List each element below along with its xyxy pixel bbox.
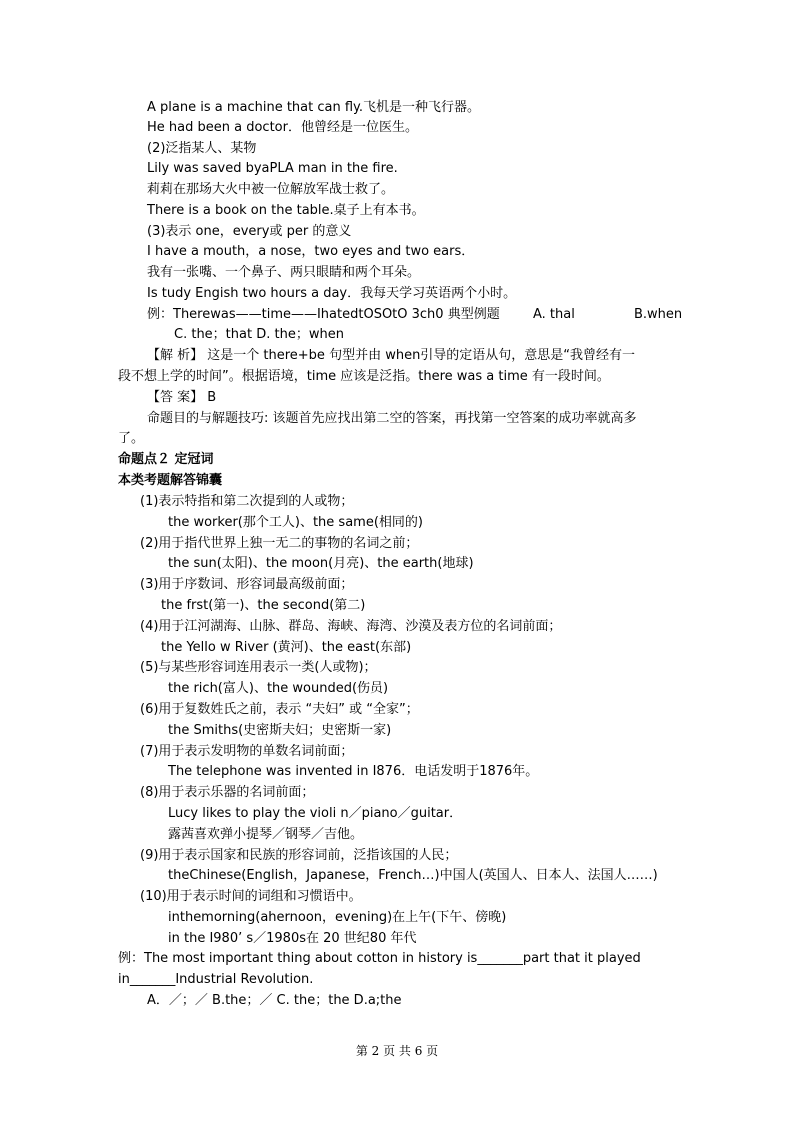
rule-example: 露茜喜欢弹小提琴／钢琴／吉他。: [168, 827, 364, 842]
rule-example: the Smiths(史密斯夫妇；史密斯一家): [168, 723, 392, 738]
rule-example: The telephone was invented in I876．电话发明于1876年。: [168, 764, 539, 779]
page-footer: 第 2 页 共 6 页: [355, 1044, 439, 1058]
text-line: (2)泛指某人、某物: [147, 141, 257, 156]
text-line: A plane is a machine that can fly.飞机是一种飞行器。: [147, 100, 481, 115]
analysis-line: 【解 析】 这是一个 there+be 句型并由 when引导的定语从句，意思是“我曾经有一: [147, 348, 636, 363]
option-b: B.when: [634, 307, 683, 322]
text-line: Is tudy Engish two hours a day．我每天学习英语两个小时。: [147, 286, 517, 301]
example-question: 例：Therewas——time——IhatedtOSOtO 3ch0 典型例题: [147, 307, 500, 322]
text-line: Lily was saved byaPLA man in the fire.: [147, 161, 398, 176]
rule-item: (3)用于序数词、形容词最高级前面；: [140, 577, 354, 592]
rule-item: (6)用于复数姓氏之前，表示 “夫妇” 或 “全家”；: [140, 702, 419, 717]
rule-item: (8)用于表示乐器的名词前面；: [140, 785, 315, 800]
rule-example: the rich(富人)、the wounded(伤员): [168, 681, 389, 696]
rule-example: the worker(那个工人)、the same(相同的): [168, 515, 423, 530]
text-line: 莉莉在那场大火中被一位解放军战士救了。: [147, 182, 395, 197]
rule-item: (1)表示特指和第二次提到的人或物；: [140, 494, 354, 509]
rule-example: in the I980’ s／1980s在 20 世纪80 年代: [168, 931, 417, 946]
section-heading: 命题点２ 定冠词: [118, 452, 214, 467]
answer-line: 【答 案】 B: [147, 390, 217, 405]
options-cd: C. the；that D. the；when: [174, 327, 344, 342]
example-question: in_______Industrial Revolution.: [118, 972, 314, 987]
text-line: (3)表示 one，every或 per 的意义: [147, 224, 352, 239]
example-question: 例：The most important thing about cotton in history is_______part that it played: [118, 951, 641, 966]
rule-example: theChinese(English，Japanese，French…)中国人(英国人、日本人、法国人……): [168, 868, 658, 883]
answer-options: A．／；／ B.the；／ C. the；the D.a;the: [147, 993, 402, 1008]
rule-item: (9)用于表示国家和民族的形容词前，泛指该国的人民；: [140, 848, 458, 863]
option-a: A. thal: [533, 307, 575, 322]
rule-item: (5)与某些形容词连用表示一类(人或物)；: [140, 660, 377, 675]
rule-example: inthemorning(ahernoon，evening)在上午(下午、傍晚): [168, 910, 507, 925]
text-line: 了。: [118, 431, 145, 446]
rule-item: (7)用于表示发明物的单数名词前面；: [140, 744, 354, 759]
text-line: 命题目的与解题技巧: 该题首先应找出第二空的答案，再找第一空答案的成功率就高多: [147, 411, 637, 426]
rule-example: the frst(第一)、the second(第二): [161, 598, 366, 613]
text-line: He had been a doctor．他曾经是一位医生。: [147, 120, 418, 135]
rule-item: (4)用于江河湖海、山脉、群岛、海峡、海湾、沙漠及表方位的名词前面；: [140, 619, 562, 634]
analysis-line: 段不想上学的时间”。根据语境，time 应该是泛指。there was a time 有一段时间。: [118, 369, 610, 384]
rule-example: the sun(太阳)、the moon(月亮)、the earth(地球): [168, 556, 474, 571]
rule-item: (10)用于表示时间的词组和习惯语中。: [140, 889, 362, 904]
text-line: There is a book on the table.桌子上有本书。: [147, 203, 425, 218]
text-line: 我有一张嘴、一个鼻子、两只眼睛和两个耳朵。: [147, 265, 421, 280]
rule-item: (2)用于指代世界上独一无二的事物的名词之前；: [140, 536, 419, 551]
rule-example: Lucy likes to play the violi n／piano／guitar．: [168, 806, 463, 821]
text-line: I have a mouth，a nose，two eyes and two ears．: [147, 244, 475, 259]
section-subheading: 本类考题解答锦囊: [118, 473, 223, 488]
rule-example: the Yello w River (黄河)、the east(东部): [161, 640, 412, 655]
